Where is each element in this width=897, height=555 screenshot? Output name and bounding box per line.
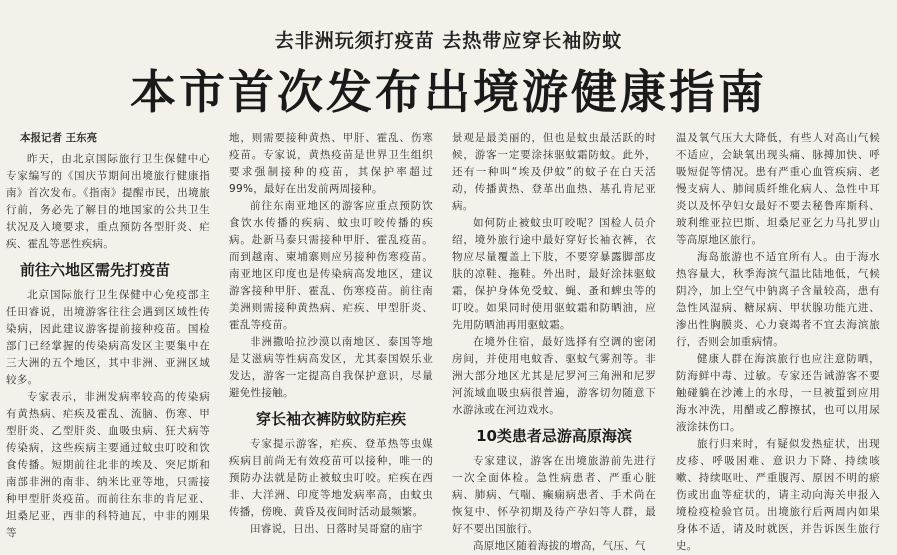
paragraph: 健康人群在海滨旅行也应注意防晒，防海鲜中毒、过敏。专家还告诫游客不要触碰躺在沙滩上的水母，一旦被蜇到应用海水冲洗，用醋或乙醇擦拭，也可以用尿液涂抹伤口。 bbox=[676, 353, 880, 433]
paragraph: 专家表示，非洲发病率较高的传染病有黄热病、疟疾及霍乱、流脑、伤寒、甲型肝炎、乙型肝炎、血吸虫病、狂犬病等传染病，这些疾病主要通过蚊虫叮咬和饮食传播。短期前往北非的埃及、突尼斯和南部非洲的南非、纳米比亚等地，只需接种甲型肝炎疫苗。而前往东非的肯尼亚、坦桑尼亚，西非的科特迪瓦，中非的刚果等 bbox=[6, 391, 210, 539]
paragraph: 景观是最美丽的，但也是蚊虫最活跃的时候，游客一定要涂抹驱蚊霜防蚊。此外，还有一种叫“埃及伊蚊”的蚊子在白天活动，传播黄热、登革出血热、基孔肯尼亚病。 bbox=[452, 132, 656, 212]
article-kicker: 去非洲玩须打疫苗 去热带应穿长袖防蚊 bbox=[274, 30, 623, 52]
article-column-1 bbox=[6, 130, 210, 539]
subheading-vaccines: 前往六地区需先打疫苗 bbox=[20, 261, 171, 279]
paragraph: 田睿说，日出、日落时吴哥窟的庙宇 bbox=[250, 523, 423, 535]
paragraph: 如何防止被蚊虫叮咬呢？国检人员介绍，境外旅行途中最好穿好长袖衣裤，衣物应尽量覆盖上下肢，不要穿暴露脚部皮肤的凉鞋、拖鞋。外出时，最好涂抹驱蚊霜，保护身体免受蚊、蝇、蚤和蜱虫等的叮咬。如果同时使用驱蚊霜和防晒油，应先用防晒油再用驱蚊霜。 bbox=[452, 217, 656, 331]
byline: 本报记者 王东亮 bbox=[20, 132, 98, 144]
paragraph: 专家建议，游客在出境旅游前先进行一次全面体检。急性病患者、严重心脏病、肺病、气喘、癫痫病患者、手术尚在恢复中、怀孕初期及待产孕妇等人群，最好不要出国旅行。 bbox=[452, 455, 656, 535]
paragraph: 旅行归来时，有疑似发热症状，出现皮疹、呼吸困难、意识力下降、持续咳嗽、持续呕吐、严重腹泻、原因不明的瘀伤或出血等症状的，请主动向海关申报入境检疫检验官员。出境旅行后两周内如果身体不适，请及时就医，并告诉医生旅行史。 bbox=[676, 438, 880, 552]
article-column-4 bbox=[676, 130, 880, 552]
paragraph: 高原地区随着海拔的增高，气压、气 bbox=[473, 540, 646, 552]
subheading-patients: 10类患者忌游高原海滨 bbox=[476, 427, 632, 445]
paragraph: 专家提示游客，疟疾、登革热等虫媒疾病目前尚无有效疫苗可以接种，唯一的预防办法就是防止被蚊虫叮咬。疟疾在西非、大洋洲、印度等地发病率高，由蚊虫传播，傍晚、黄昏及夜间时活动最频繁。 bbox=[229, 438, 433, 518]
paragraph: 前往东南亚地区的游客应重点预防饮食饮水传播的疾病、蚊虫叮咬传播的疾病。赴新马泰只需接种甲肝、霍乱疫苗。而到越南、柬埔寨则应另接种伤寒疫苗。南亚地区印度也是传染病高发地区，建议游客接种甲肝、霍乱、伤寒疫苗。前往南美洲则需接种黄热病、疟疾、甲型肝炎、霍乱等疫苗。 bbox=[229, 200, 433, 331]
paragraph: 在境外住宿，最好选择有空调的密闭房间，并使用电蚊香、驱蚊气雾剂等。非洲大部分地区尤其是尼罗河三角洲和尼罗河流域血吸虫病很普遍，游客切勿随意下水游泳或在河边戏水。 bbox=[452, 336, 656, 416]
subheading-mosquito: 穿长袖衣裤防蚊防疟疾 bbox=[255, 410, 406, 428]
article-headline: 本市首次发布出境游健康指南 bbox=[130, 65, 767, 119]
article-column-3 bbox=[452, 130, 656, 552]
paragraph: 海岛旅游也不适宜所有人。由于海水热容量大，秋季海滨气温比陆地低，气候阴冷，加上空气中钠离子含量较高，患有急性风湿病、糖尿病、甲状腺功能亢进、渗出性胸膜炎、心力衰竭者不宜去海滨旅行，否则会加重病情。 bbox=[676, 251, 880, 348]
paragraph: 温及氧气压大大降低，有些人对高山气候不适应，会缺氧出现头痛、脉搏加快、呼吸短促等情况。患有严重心血管疾病、老慢支病人、肺间质纤维化病人、急性中耳炎以及怀孕妇女最好不要去秘鲁库斯科、玻利维亚拉巴斯、坦桑尼亚乞力马扎罗山等高原地区旅行。 bbox=[676, 132, 880, 246]
paragraph: 非洲撒哈拉沙漠以南地区、泰国等地是艾滋病等性病高发区，尤其泰国娱乐业发达，游客一定提高自我保护意识，尽量避免性接触。 bbox=[229, 336, 433, 399]
paragraph: 北京国际旅行卫生保健中心免疫部主任田睿说，出境游客往往会遇到区域性传染病，因此建议游客提前接种疫苗。国检部门已经掌握的传染病高发区主要集中在三大洲的五个地区，其中非洲、亚洲区域较多。 bbox=[6, 289, 210, 386]
article-column-2 bbox=[229, 130, 433, 535]
paragraph: 地，则需要接种黄热、甲肝、霍乱、伤寒疫苗。专家说，黄热疫苗是世界卫生组织要求强制接种的疫苗，其保护率超过99%，最好在出发前两周接种。 bbox=[229, 132, 433, 195]
paragraph: 昨天，由北京国际旅行卫生保健中心专家编写的《国庆节期间出境旅行健康指南》首次发布。《指南》提醒市民，出境旅行前，务必先了解目的地国家的公共卫生状况及入境要求，重点预防各型肝炎、疟疾、霍乱等恶性疾病。 bbox=[6, 153, 210, 250]
